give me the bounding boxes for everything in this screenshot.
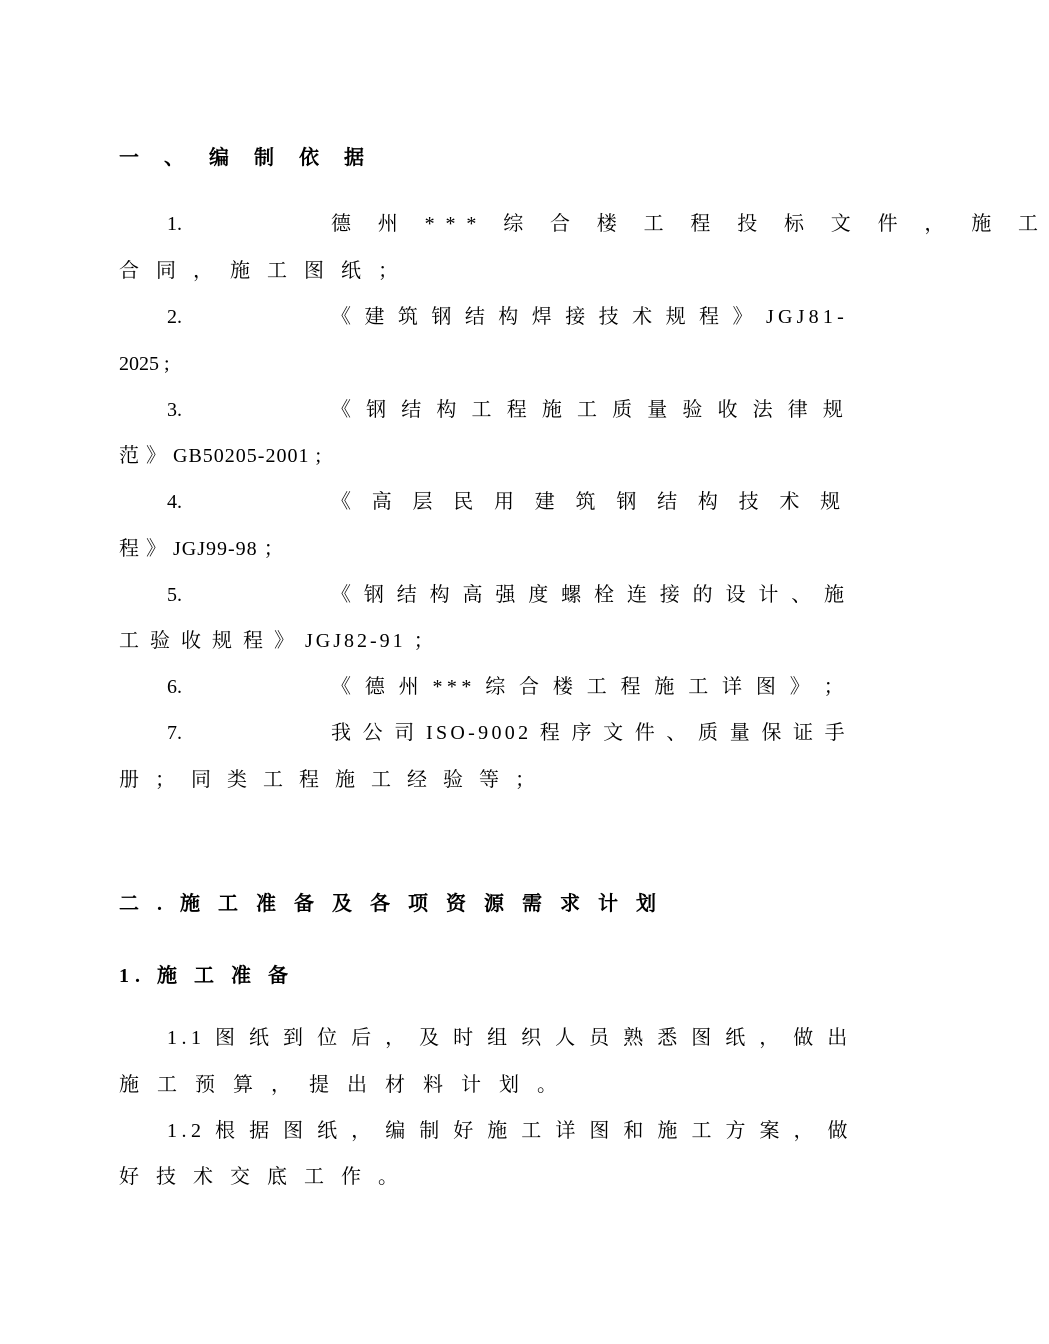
item-line1: 《 钢 结 构 高 强 度 螺 栓 连 接 的 设 计 、 施: [331, 584, 848, 606]
section2-subheading: 1. 施 工 准 备: [119, 965, 294, 987]
paragraph-line1: 1.1 图 纸 到 位 后 ， 及 时 组 织 人 员 熟 悉 图 纸 ， 做 出: [167, 1027, 852, 1049]
paragraph-line2: 好 技 术 交 底 工 作 。: [119, 1166, 404, 1188]
section2-heading: 二 . 施 工 准 备 及 各 项 资 源 需 求 计 划: [119, 893, 663, 915]
item-number: 6.: [167, 676, 182, 698]
item-number: 3.: [167, 399, 182, 421]
section1-heading: 一 、 编 制 依 据: [119, 147, 374, 169]
item-line1: 《 高 层 民 用 建 筑 钢 结 构 技 术 规: [331, 491, 848, 513]
item-line1: 《 钢 结 构 工 程 施 工 质 量 验 收 法 律 规: [331, 399, 848, 421]
item-line2: 程 》 JGJ99-98 ；: [119, 538, 285, 560]
item-line2: 工 验 收 规 程 》 JGJ82-91 ；: [119, 630, 437, 652]
paragraph-line1: 1.2 根 据 图 纸 ， 编 制 好 施 工 详 图 和 施 工 方 案 ， 做: [167, 1120, 853, 1142]
item-line1: 我 公 司 ISO-9002 程 序 文 件 、 质 量 保 证 手: [331, 722, 848, 744]
item-number: 2.: [167, 306, 182, 328]
item-line2: 范 》 GB50205-2001 ;: [119, 445, 322, 467]
item-line1: 《 建 筑 钢 结 构 焊 接 技 术 规 程 》 JGJ81-: [331, 306, 848, 328]
item-number: 7.: [167, 722, 182, 744]
item-line2: 合 同 ， 施 工 图 纸 ；: [119, 260, 404, 282]
item-number: 1.: [167, 213, 182, 235]
item-line1: 德 州 *** 综 合 楼 工 程 投 标 文 件 ， 施 工: [331, 213, 1049, 235]
paragraph-line2: 施 工 预 算 ， 提 出 材 料 计 划 。: [119, 1074, 564, 1096]
item-line1: 《 德 州 *** 综 合 楼 工 程 施 工 详 图 》 ；: [331, 676, 848, 698]
item-line2: 册 ； 同 类 工 程 施 工 经 验 等 ；: [119, 769, 541, 791]
item-line2: 2025 ;: [119, 353, 170, 375]
item-number: 5.: [167, 584, 182, 606]
item-number: 4.: [167, 491, 182, 513]
